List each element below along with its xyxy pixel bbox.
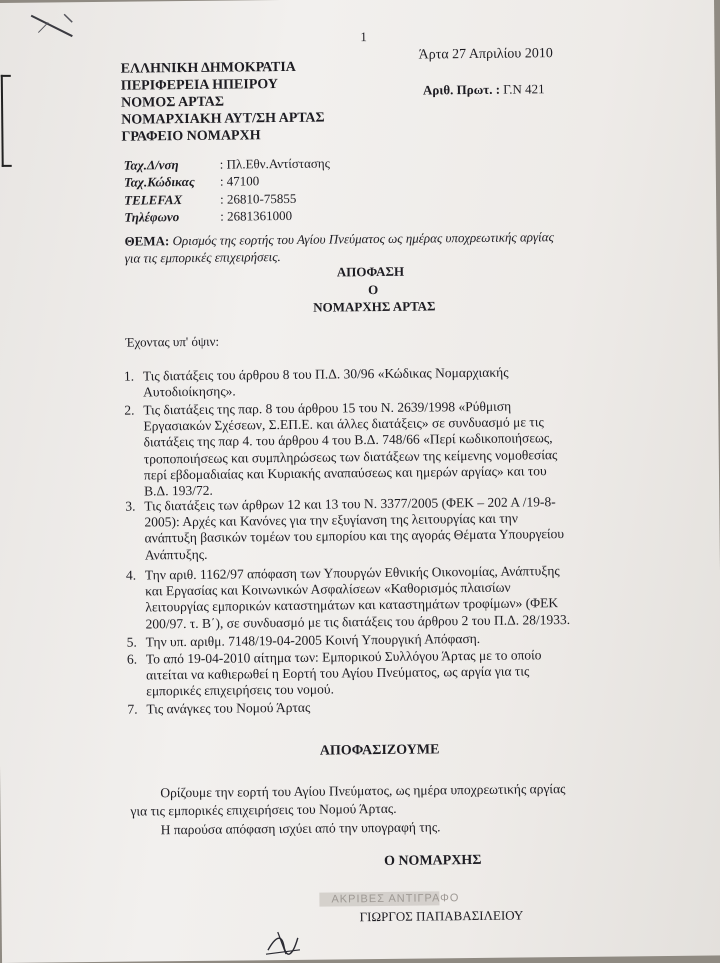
decision-article: Ο: [367, 281, 379, 298]
list-item: 4. Την αριθ. 1162/97 απόφαση των Υπουργών Εθνικής Οικονομίας, Ανάπτυξης και Εργασίας και Κοινωνικών Ασφαλίσεων «Καθορισμός πλαισίων λειτουργίας εμπορικών καταστημάτων και καταστημάτων τροφίμων» (ΦΕΚ 200/97. τ. Β΄), σε συνδυασμό με τις διατάξεις του άρθρου 2 του Π.Δ. 28/1933.: [125, 563, 571, 632]
we-decide-heading: ΑΠΟΦΑΣΙΖΟΥΜΕ: [319, 742, 440, 759]
page-number: 1: [360, 29, 367, 45]
validity-text: Η παρούσα απόφαση ισχύει από την υπογραφή της.: [160, 819, 441, 838]
subject-label: ΘΕΜΑ:: [124, 233, 170, 249]
staple-mark: [28, 10, 78, 41]
contact-row: Ταχ.Κώδικας : 47100: [123, 173, 260, 190]
decision-text: Ορίζουμε την εορτή του Αγίου Πνεύματος, ως ημέρα υποχρεωτικής αργίας: [160, 781, 566, 801]
list-item: 6. Το από 19-04-2010 αίτημα των: Εμπορικού Συλλόγου Άρτας με το οποίο αιτείται να καθιερωθεί η Εορτή του Αγίου Πνεύματος, ως αργία για τις εμπορικές επιχειρήσεις του νομού.: [126, 647, 542, 699]
signatory-name: ΓΙΩΡΓΟΣ ΠΑΠΑΒΑΣΙΛΕΙΟΥ: [359, 907, 524, 925]
issuer-line: ΠΕΡΙΦΕΡΕΙΑ ΗΠΕΙΡΟΥ: [120, 77, 279, 94]
signature-mark: [264, 928, 304, 960]
issuer-line: ΕΛΛΗΝΙΚΗ ΔΗΜΟΚΡΑΤΙΑ: [120, 59, 296, 77]
subject-text: Ορισμός της εορτής του Αγίου Πνεύματος ως ημέρας υποχρεωτικής αργίας: [172, 229, 554, 249]
list-item: 1. Τις διατάξεις του άρθρου 8 του Π.Δ. 30/96 «Κώδικας Νομαρχιακής Αυτοδιοίκησης».: [123, 364, 509, 400]
decision-title: ΑΠΟΦΑΣΗ: [336, 263, 405, 280]
subject-text-cont: για τις εμπορικές επιχειρήσεις.: [124, 249, 281, 266]
considering-heading: Έχοντας υπ' όψιν:: [125, 333, 220, 350]
signatory-title: Ο ΝΟΜΑΡΧΗΣ: [383, 852, 482, 869]
contact-row: Τηλέφωνο : 2681361000: [124, 207, 293, 225]
issuer-block: [121, 59, 325, 146]
list-item: 5. Την υπ. αριθμ. 7148/19-04-2005 Κοινή Υπουργική Απόφαση.: [126, 630, 481, 650]
decision-authority: ΝΟΜΑΡΧΗΣ ΑΡΤΑΣ: [313, 298, 436, 315]
protocol-label: Αριθ. Πρωτ. :: [422, 81, 501, 98]
contact-row: TELEFAX : 26810-75855: [124, 190, 297, 208]
subject-line: [124, 229, 553, 249]
issuer-line: ΝΟΜΑΡΧΙΑΚΗ ΑΥΤ/ΣΗ ΑΡΤΑΣ: [121, 110, 325, 128]
copy-stamp-text: ΑΚΡΙΒΕΣ ΑΝΤΙΓΡΑΦΟ: [331, 892, 460, 906]
issuer-line: ΓΡΑΦΕΙΟ ΝΟΜΑΡΧΗ: [121, 128, 261, 145]
contact-row: Ταχ.Δ/νση : Πλ.Εθν.Αντίστασης: [123, 155, 330, 173]
protocol-value: Γ.Ν 421: [503, 81, 545, 97]
list-item: 7. Τις ανάγκες του Νομού Άρτας: [127, 699, 311, 717]
list-item: 3. Τις διατάξεις των άρθρων 12 και 13 του Ν. 3377/2005 (ΦΕΚ – 202 Α /19-8- 2005): Αρχές και Κανόνες για την εξυγίανση της λειτουργίας και την ανάπτυξη βασικών τομέων του εμπορίου και της αγοράς Θέματα Υπουργείου Ανάπτυξης.: [125, 494, 565, 563]
decision-text-cont: για τις εμπορικές επιχειρήσεις του Νομού Άρτας.: [130, 800, 397, 819]
contact-block: [124, 154, 331, 225]
binder-mark-bottom: [2, 165, 12, 167]
issuer-line: ΝΟΜΟΣ ΑΡΤΑΣ: [120, 94, 225, 111]
protocol-number: [423, 81, 545, 98]
list-item: 2. Τις διατάξεις της παρ. 8 του άρθρου 15 του Ν. 2639/1998 «Ρύθμιση Εργασιακών Σχέσεων, Σ.ΕΠ.Ε. και άλλες διατάξεις» σε συνδυασμό με τις διατάξεις της παρ 4. του άρθρου 4 του Β.Δ. 748/66 «Περί κωδικοποιήσεως, τροποποιήσεως και συμπληρώσεως των διατάξεων της κείμενης νομοθεσίας περί εβδομαδιαίας και Κυριακής αναπαύσεως και ημερών αργίας» και του Β.Δ. 193/72.: [124, 398, 558, 499]
binder-mark-top: [1, 75, 11, 77]
binder-mark: [1, 75, 4, 167]
document-date: Άρτα 27 Απριλίου 2010: [418, 46, 553, 63]
